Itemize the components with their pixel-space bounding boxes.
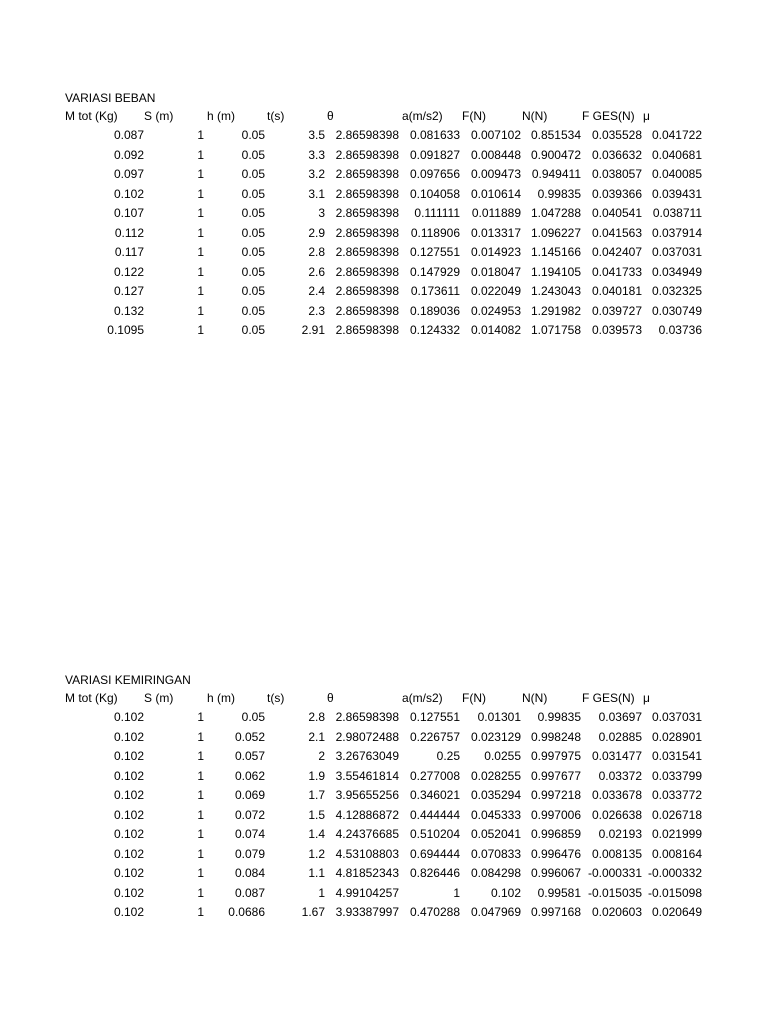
cell-theta: 4.99104257 (335, 885, 399, 900)
cell-s: 1 (197, 225, 204, 240)
cell-f: 0.009473 (470, 167, 521, 181)
table-row (0, 749, 768, 763)
cell-a: 1 (453, 885, 460, 900)
table-row (0, 866, 768, 880)
cell-f: 0.014923 (470, 245, 521, 259)
cell-theta: 4.24376685 (335, 827, 399, 841)
cell-n: 0.99581 (537, 885, 581, 900)
cell-a: 0.127551 (409, 245, 460, 259)
cell-s: 1 (197, 167, 204, 181)
cell-h: 0.069 (234, 788, 265, 802)
cell-a: 0.510204 (409, 827, 460, 841)
cell-mu: 0.037914 (651, 225, 702, 240)
header-mu: μ (643, 109, 650, 123)
cell-n: 0.996067 (530, 866, 581, 880)
cell-t: 1.5 (308, 807, 325, 822)
cell-a: 0.694444 (409, 846, 460, 861)
cell-m-tot: 0.097 (113, 167, 144, 181)
table-row (0, 128, 768, 142)
cell-mu: 0.031541 (651, 749, 702, 763)
cell-n: 0.997006 (530, 807, 581, 822)
cell-f-ges: 0.03697 (598, 710, 642, 724)
cell-mu: 0.040085 (651, 167, 702, 181)
table-row (0, 886, 768, 900)
table-row (0, 245, 768, 259)
cell-a: 0.127551 (409, 710, 460, 724)
cell-a: 0.091827 (409, 147, 460, 162)
cell-h: 0.062 (234, 768, 265, 783)
cell-mu: -0.015098 (647, 885, 702, 900)
cell-a: 0.444444 (409, 807, 460, 822)
cell-m-tot: 0.1095 (107, 323, 144, 337)
cell-t: 1.2 (308, 846, 325, 861)
cell-f-ges: 0.039727 (591, 303, 642, 318)
header-f-ges: F GES(N) (582, 109, 635, 123)
header-s: S (m) (144, 691, 174, 705)
cell-f: 0.047969 (470, 905, 521, 919)
cell-a: 0.189036 (409, 303, 460, 318)
header-m-tot: M tot (Kg) (65, 109, 118, 123)
cell-h: 0.072 (234, 807, 265, 822)
cell-mu: 0.033799 (651, 768, 702, 783)
cell-m-tot: 0.117 (114, 245, 144, 259)
cell-f: 0.070833 (470, 846, 521, 861)
cell-mu: 0.030749 (651, 303, 702, 318)
cell-m-tot: 0.132 (113, 303, 144, 318)
cell-f: 0.008448 (470, 147, 521, 162)
cell-f-ges: 0.039573 (591, 323, 642, 337)
cell-f-ges: 0.02885 (598, 729, 642, 744)
table-row (0, 905, 768, 919)
cell-s: 1 (197, 206, 204, 220)
cell-f-ges: 0.033678 (591, 788, 642, 802)
cell-s: 1 (197, 128, 204, 142)
cell-s: 1 (197, 186, 204, 201)
cell-t: 1.67 (301, 905, 325, 919)
cell-h: 0.052 (234, 729, 265, 744)
cell-mu: 0.032325 (651, 284, 702, 298)
header-m-tot: M tot (Kg) (65, 691, 118, 705)
cell-t: 2.3 (308, 303, 325, 318)
cell-s: 1 (197, 264, 204, 279)
cell-h: 0.05 (241, 225, 265, 240)
cell-theta: 2.86598398 (335, 284, 399, 298)
cell-m-tot: 0.102 (113, 186, 144, 201)
cell-n: 0.998248 (530, 729, 581, 744)
cell-m-tot: 0.102 (113, 827, 144, 841)
cell-mu: 0.026718 (651, 807, 702, 822)
cell-mu: 0.037031 (651, 245, 702, 259)
header-a: a(m/s2) (402, 109, 443, 123)
header-f: F(N) (462, 109, 486, 123)
cell-s: 1 (197, 245, 204, 259)
cell-f: 0.010614 (470, 186, 521, 201)
cell-h: 0.05 (241, 303, 265, 318)
cell-t: 3.2 (308, 167, 325, 181)
cell-theta: 2.86598398 (335, 225, 399, 240)
cell-h: 0.05 (241, 264, 265, 279)
cell-s: 1 (197, 284, 204, 298)
table-row (0, 167, 768, 181)
header-theta: θ (327, 691, 334, 705)
cell-t: 3.1 (308, 186, 325, 201)
cell-theta: 3.55461814 (335, 768, 399, 783)
cell-mu: 0.034949 (651, 264, 702, 279)
cell-n: 1.243043 (530, 284, 581, 298)
cell-t: 2.4 (308, 284, 325, 298)
cell-t: 1 (318, 885, 325, 900)
cell-f: 0.018047 (470, 264, 521, 279)
cell-t: 1.7 (308, 788, 325, 802)
cell-f: 0.035294 (470, 788, 521, 802)
cell-theta: 3.93387997 (335, 905, 399, 919)
cell-f-ges: 0.041733 (591, 264, 642, 279)
cell-s: 1 (197, 788, 204, 802)
cell-theta: 4.53108803 (335, 846, 399, 861)
table-row (0, 323, 768, 337)
cell-a: 0.346021 (409, 788, 460, 802)
cell-t: 3 (318, 206, 325, 220)
cell-n: 1.145166 (530, 245, 581, 259)
cell-f: 0.022049 (470, 284, 521, 298)
cell-t: 2.8 (308, 245, 325, 259)
cell-s: 1 (197, 303, 204, 318)
cell-h: 0.05 (241, 245, 265, 259)
cell-mu: 0.041722 (651, 128, 702, 142)
cell-n: 0.851534 (530, 128, 581, 142)
cell-m-tot: 0.102 (113, 788, 144, 802)
table-row (0, 187, 768, 201)
cell-h: 0.05 (241, 710, 265, 724)
cell-t: 2.91 (301, 323, 325, 337)
cell-f-ges: 0.008135 (591, 846, 642, 861)
cell-mu: 0.038711 (652, 206, 702, 220)
cell-f-ges: 0.02193 (598, 827, 642, 841)
cell-s: 1 (197, 768, 204, 783)
cell-f-ges: 0.035528 (591, 128, 642, 142)
cell-mu: -0.000332 (647, 866, 702, 880)
cell-a: 0.097656 (409, 167, 460, 181)
cell-n: 0.949411 (531, 167, 581, 181)
header-h: h (m) (207, 109, 235, 123)
cell-f-ges: -0.000331 (587, 866, 642, 880)
cell-a: 0.826446 (409, 866, 460, 880)
cell-h: 0.074 (234, 827, 265, 841)
cell-f: 0.102 (490, 885, 521, 900)
cell-n: 0.997218 (530, 788, 581, 802)
cell-theta: 2.86598398 (335, 303, 399, 318)
cell-f: 0.084298 (470, 866, 521, 880)
cell-a: 0.470288 (409, 905, 460, 919)
cell-f-ges: 0.039366 (591, 186, 642, 201)
cell-f-ges: 0.040181 (591, 284, 642, 298)
cell-theta: 4.81852343 (335, 866, 399, 880)
cell-theta: 2.86598398 (335, 264, 399, 279)
cell-s: 1 (197, 323, 204, 337)
cell-mu: 0.020649 (651, 905, 702, 919)
cell-n: 1.047288 (530, 206, 581, 220)
cell-n: 0.997975 (530, 749, 581, 763)
cell-m-tot: 0.112 (114, 225, 144, 240)
cell-mu: 0.037031 (651, 710, 702, 724)
cell-mu: 0.040681 (651, 147, 702, 162)
cell-t: 2.9 (308, 225, 325, 240)
cell-h: 0.079 (234, 846, 265, 861)
cell-f-ges: 0.03372 (598, 768, 642, 783)
cell-f-ges: 0.036632 (591, 147, 642, 162)
cell-m-tot: 0.127 (113, 284, 144, 298)
cell-m-tot: 0.102 (113, 885, 144, 900)
cell-n: 1.194105 (530, 264, 581, 279)
cell-t: 3.5 (308, 128, 325, 142)
cell-theta: 3.26763049 (335, 749, 399, 763)
cell-h: 0.057 (234, 749, 265, 763)
table-header-row (0, 691, 768, 705)
cell-theta: 2.86598398 (335, 186, 399, 201)
cell-s: 1 (197, 846, 204, 861)
cell-m-tot: 0.087 (113, 128, 144, 142)
header-n: N(N) (522, 691, 548, 705)
cell-mu: 0.039431 (651, 186, 702, 201)
section-title: VARIASI KEMIRINGAN (65, 673, 191, 687)
cell-f-ges: 0.026638 (591, 807, 642, 822)
cell-m-tot: 0.102 (113, 768, 144, 783)
cell-a: 0.111111 (414, 206, 460, 220)
cell-t: 2.8 (308, 710, 325, 724)
table-row (0, 226, 768, 240)
table-row (0, 730, 768, 744)
header-h: h (m) (207, 691, 235, 705)
cell-m-tot: 0.107 (113, 206, 144, 220)
cell-m-tot: 0.122 (113, 264, 144, 279)
cell-f: 0.014082 (470, 323, 521, 337)
cell-f: 0.0255 (484, 749, 521, 763)
header-f-ges: F GES(N) (582, 691, 635, 705)
cell-m-tot: 0.102 (113, 846, 144, 861)
cell-t: 3.3 (308, 147, 325, 162)
cell-n: 0.99835 (537, 186, 581, 201)
table-row (0, 847, 768, 861)
cell-s: 1 (197, 866, 204, 880)
cell-mu: 0.03736 (658, 323, 702, 337)
cell-f: 0.045333 (470, 807, 521, 822)
cell-a: 0.173611 (410, 284, 460, 298)
cell-n: 0.997677 (530, 768, 581, 783)
cell-s: 1 (197, 905, 204, 919)
cell-theta: 2.86598398 (335, 167, 399, 181)
cell-f-ges: 0.038057 (591, 167, 642, 181)
table-row (0, 827, 768, 841)
cell-a: 0.25 (436, 749, 460, 763)
cell-theta: 2.86598398 (335, 128, 399, 142)
table-row (0, 206, 768, 220)
table-row (0, 265, 768, 279)
cell-h: 0.05 (241, 206, 265, 220)
cell-theta: 2.86598398 (335, 323, 399, 337)
cell-theta: 2.86598398 (335, 710, 399, 724)
header-t: t(s) (267, 109, 285, 123)
cell-h: 0.05 (241, 186, 265, 201)
cell-f: 0.01301 (477, 710, 521, 724)
cell-a: 0.081633 (409, 128, 460, 142)
cell-h: 0.05 (241, 128, 265, 142)
cell-t: 1.9 (308, 768, 325, 783)
cell-t: 2 (318, 749, 325, 763)
cell-m-tot: 0.102 (113, 710, 144, 724)
header-a: a(m/s2) (402, 691, 443, 705)
cell-m-tot: 0.102 (113, 807, 144, 822)
cell-a: 0.277008 (409, 768, 460, 783)
cell-theta: 3.95655256 (335, 788, 399, 802)
header-s: S (m) (144, 109, 174, 123)
cell-f: 0.013317 (470, 225, 521, 240)
cell-mu: 0.033772 (651, 788, 702, 802)
cell-s: 1 (197, 885, 204, 900)
header-t: t(s) (267, 691, 285, 705)
cell-s: 1 (197, 729, 204, 744)
cell-mu: 0.028901 (651, 729, 702, 744)
cell-f-ges: 0.042407 (591, 245, 642, 259)
cell-theta: 2.86598398 (335, 206, 399, 220)
cell-h: 0.05 (241, 147, 265, 162)
table-header-row (0, 109, 768, 123)
cell-h: 0.05 (241, 284, 265, 298)
cell-t: 1.4 (308, 827, 325, 841)
cell-s: 1 (197, 710, 204, 724)
cell-f: 0.028255 (470, 768, 521, 783)
header-n: N(N) (522, 109, 548, 123)
section-title: VARIASI BEBAN (65, 91, 156, 105)
cell-mu: 0.008164 (651, 846, 702, 861)
table-row (0, 148, 768, 162)
cell-a: 0.226757 (409, 729, 460, 744)
cell-h: 0.05 (241, 323, 265, 337)
cell-s: 1 (197, 147, 204, 162)
cell-h: 0.0686 (228, 905, 265, 919)
cell-s: 1 (197, 807, 204, 822)
cell-n: 0.996476 (530, 846, 581, 861)
cell-f-ges: 0.040541 (591, 206, 642, 220)
cell-n: 0.99835 (537, 710, 581, 724)
cell-h: 0.05 (241, 167, 265, 181)
cell-f: 0.011889 (471, 206, 521, 220)
cell-f: 0.024953 (470, 303, 521, 318)
cell-s: 1 (197, 827, 204, 841)
header-mu: μ (643, 691, 650, 705)
cell-a: 0.118906 (410, 225, 460, 240)
cell-m-tot: 0.102 (113, 729, 144, 744)
header-f: F(N) (462, 691, 486, 705)
cell-t: 2.6 (308, 264, 325, 279)
cell-f: 0.007102 (470, 128, 521, 142)
cell-m-tot: 0.102 (113, 866, 144, 880)
cell-n: 0.900472 (530, 147, 581, 162)
table-row (0, 808, 768, 822)
cell-n: 1.096227 (530, 225, 581, 240)
cell-n: 1.291982 (530, 303, 581, 318)
cell-f-ges: 0.041563 (591, 225, 642, 240)
cell-f-ges: -0.015035 (587, 885, 642, 900)
cell-n: 1.071758 (530, 323, 581, 337)
cell-f-ges: 0.020603 (591, 905, 642, 919)
cell-t: 1.1 (308, 866, 325, 880)
cell-m-tot: 0.102 (113, 905, 144, 919)
cell-theta: 4.12886872 (335, 807, 399, 822)
header-theta: θ (327, 109, 334, 123)
cell-f: 0.052041 (470, 827, 521, 841)
cell-a: 0.104058 (409, 186, 460, 201)
cell-theta: 2.86598398 (335, 147, 399, 162)
cell-m-tot: 0.102 (113, 749, 144, 763)
cell-s: 1 (197, 749, 204, 763)
cell-n: 0.996859 (530, 827, 581, 841)
cell-f: 0.023129 (470, 729, 521, 744)
cell-h: 0.084 (234, 866, 265, 880)
table-row (0, 788, 768, 802)
cell-a: 0.124332 (409, 323, 460, 337)
cell-h: 0.087 (234, 885, 265, 900)
cell-mu: 0.021999 (651, 827, 702, 841)
cell-theta: 2.86598398 (335, 245, 399, 259)
table-row (0, 710, 768, 724)
table-row (0, 284, 768, 298)
cell-m-tot: 0.092 (113, 147, 144, 162)
table-row (0, 769, 768, 783)
cell-f-ges: 0.031477 (591, 749, 642, 763)
cell-theta: 2.98072488 (335, 729, 399, 744)
cell-n: 0.997168 (530, 905, 581, 919)
cell-t: 2.1 (308, 729, 325, 744)
cell-a: 0.147929 (409, 264, 460, 279)
table-row (0, 304, 768, 318)
